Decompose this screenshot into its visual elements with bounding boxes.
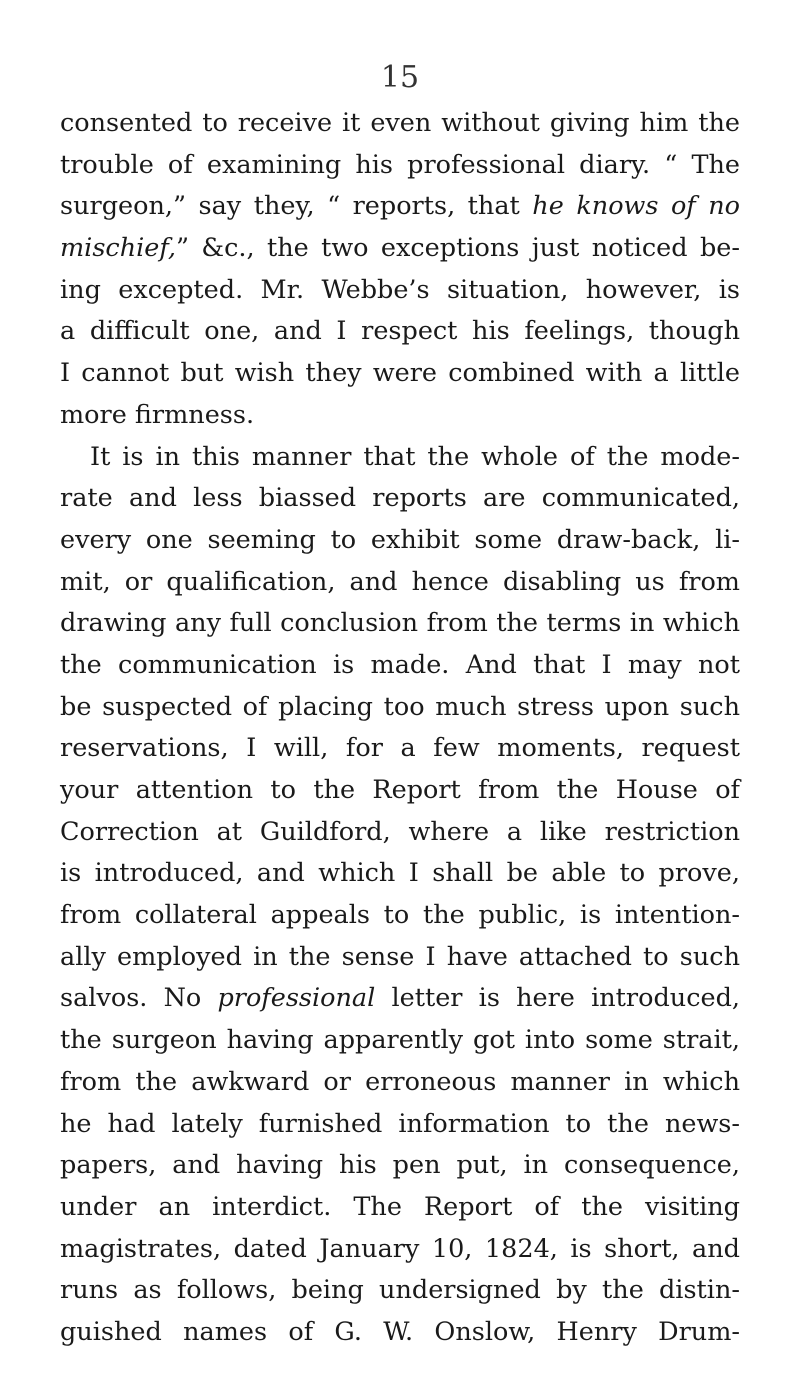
italic-text: he: [532, 191, 564, 222]
text-line: guished names of G. W. Onslow, Henry Drum-: [60, 1316, 740, 1347]
text-line: I cannot but wish they were combined with a little: [60, 358, 740, 389]
text-line: [60, 186, 740, 228]
text-line: the surgeon having apparently got into some strait,: [60, 1025, 740, 1056]
text-line: trouble of examining his professional diary. “ The: [60, 149, 740, 180]
text-line: drawing any full conclusion from the terms in which: [60, 608, 740, 639]
text-line: papers, and having his pen put, in consequence,: [60, 1150, 740, 1181]
text-line: mit, or qualification, and hence disabling us from: [60, 566, 740, 597]
text-line: a difficult one, and I respect his feelings, though: [60, 316, 740, 347]
text-line: [60, 228, 740, 270]
text-line: he had lately furnished information to the news-: [60, 1108, 740, 1139]
text-fragment: ” &c., the two exceptions just noticed be-: [176, 233, 740, 264]
page-number: 15: [380, 60, 420, 95]
text-line: rate and less biassed reports are communicated,: [60, 483, 740, 514]
text-line: from the awkward or erroneous manner in which: [60, 1066, 740, 1097]
text-line: from collateral appeals to the public, is intention-: [60, 900, 740, 931]
text-line: be suspected of placing too much stress upon such: [60, 691, 740, 722]
text-fragment: salvos. No: [60, 983, 218, 1014]
italic-text: knows of no: [576, 191, 740, 222]
text-line: every one seeming to exhibit some draw-back, li-: [60, 524, 740, 555]
italic-text: professional: [217, 983, 376, 1014]
text-line: magistrates, dated January 10, 1824, is short, and: [60, 1233, 740, 1264]
text-fragment: letter is here introduced,: [375, 983, 740, 1014]
text-line: It is in this manner that the whole of the mode-: [90, 441, 740, 472]
text-line: is introduced, and which I shall be able to prove,: [60, 858, 740, 889]
text-line: Correction at Guildford, where a like restriction: [60, 816, 740, 847]
text-line: under an interdict. The Report of the visiting: [60, 1191, 740, 1222]
text-line: your attention to the Report from the House of: [60, 775, 740, 805]
text-line: runs as follows, being undersigned by the distin-: [60, 1275, 740, 1306]
text-line: [60, 978, 740, 1020]
body-text: [60, 103, 740, 1354]
text-line: the communication is made. And that I may not: [60, 649, 740, 680]
text-line: more firmness.: [60, 399, 255, 430]
text-fragment: surgeon,” say they, “ reports, that: [60, 191, 533, 222]
text-line: ing excepted. Mr. Webbe’s situation, however, is: [60, 274, 740, 305]
text-line: reservations, I will, for a few moments, request: [60, 733, 740, 764]
text-line: ally employed in the sense I have attached to such: [60, 941, 740, 972]
text-line: consented to receive it even without giving him the: [60, 108, 740, 138]
italic-text: mischief,: [60, 233, 177, 264]
